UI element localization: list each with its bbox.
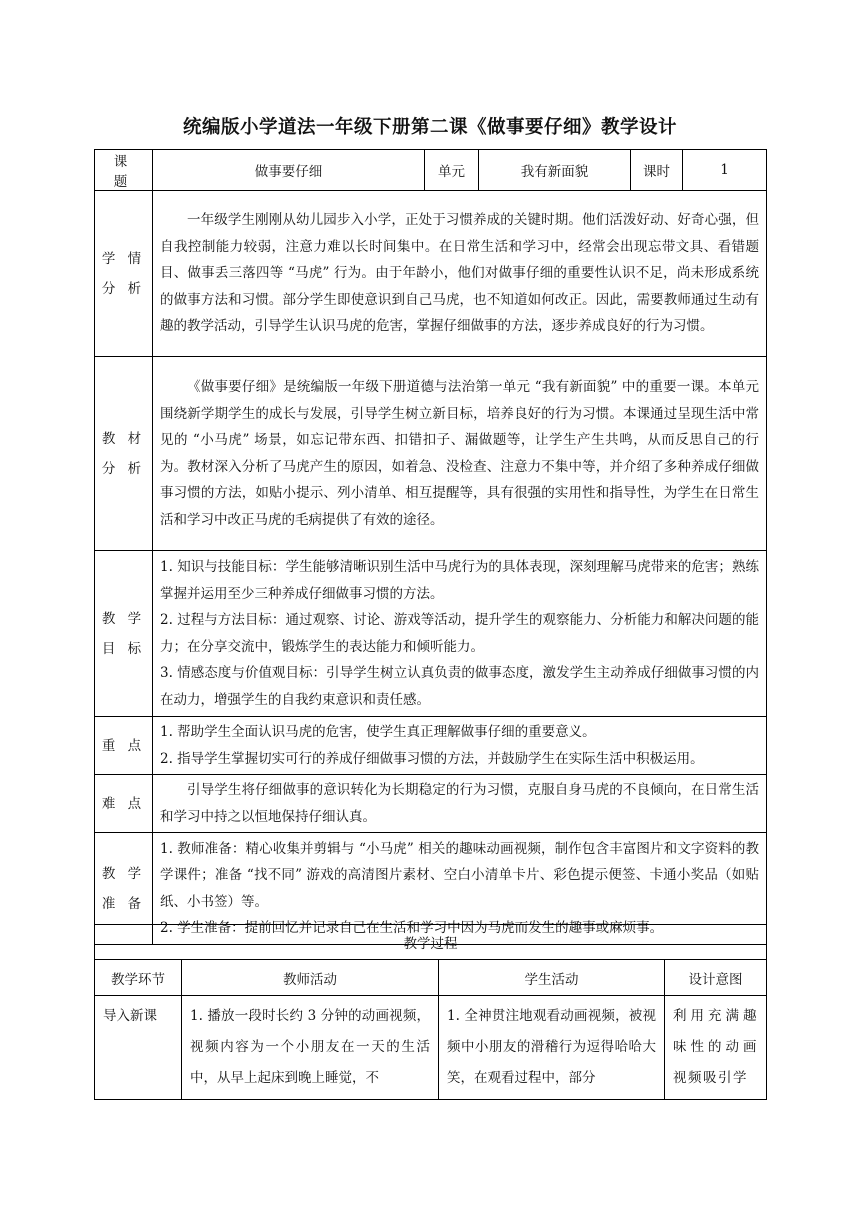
process-title-row <box>95 925 767 960</box>
header-stage: 教学环节 <box>95 960 182 996</box>
jiaocai-label: 教 材 分 析 <box>95 357 153 551</box>
document-title: 统编版小学道法一年级下册第二课《做事要仔细》教学设计 <box>182 117 677 138</box>
mubiao-label: 教 学 目 标 <box>95 551 153 717</box>
process-title: 教学过程 <box>95 925 767 960</box>
stage-cell: 导入新课 <box>95 996 182 1100</box>
zhunbei-item: 2. 学生准备：提前回忆并记录自己在生活和学习中因为马虎而发生的趣事或麻烦事。 <box>160 920 664 936</box>
student-activity-cell: 1. 全神贯注地观看动画视频，被视频中小朋友的滑稽行为逗得哈哈大笑，在观看过程中，部分 <box>439 996 665 1100</box>
xueqing-row <box>95 191 767 357</box>
unit-label: 单元 <box>425 150 479 191</box>
process-header-row <box>95 960 767 996</box>
process-row <box>95 996 767 1100</box>
zhongdian-row <box>95 717 767 775</box>
mubiao-item: 2. 过程与方法目标：通过观察、讨论、游戏等活动，提升学生的观察能力、分析能力和解决问题的能力；在分享交流中，锻炼学生的表达能力和倾听能力。 <box>160 612 759 655</box>
mubiao-item: 1. 知识与技能目标：学生能够清晰识别生活中马虎行为的具体表现，深刻理解马虎带来的危害；熟练掌握并运用至少三种养成仔细做事习惯的方法。 <box>160 559 759 602</box>
zhongdian-item: 2. 指导学生掌握切实可行的养成仔细做事习惯的方法，并鼓励学生在实际生活中积极运用。 <box>160 750 704 767</box>
process-table <box>94 924 767 1100</box>
zhongdian-label: 重 点 <box>95 717 153 775</box>
xueqing-label: 学 情 分 析 <box>95 191 153 357</box>
header-row <box>95 150 767 191</box>
mubiao-item: 3. 情感态度与价值观目标：引导学生树立认真负责的做事态度，激发学生主动养成仔细做事习惯的内在动力，增强学生的自我约束意识和责任感。 <box>160 665 759 708</box>
jiaocai-row <box>95 357 767 551</box>
teacher-activity-cell: 1. 播放一段时长约 3 分钟的动画视频，视频内容为一个小朋友在一天的生活中，从早上起床到晚上睡觉，不 <box>182 996 439 1100</box>
xueqing-text: 一年级学生刚刚从幼儿园步入小学，正处于习惯养成的关键时期。他们活泼好动、好奇心强，但自我控制能力较弱，注意力难以长时间集中。在日常生活和学习中，经常会出现忘带文具、看错题目、做事丢三落四等 “马虎” 行为。由于年龄小，他们对做事仔细的重要性认识不足，尚未形成系统的做事方法和习惯。部分学生即使意识到自己马虎，也不知道如何改正。因此，需要教师通过生动有趣的教学活动，引导学生认识马虎的危害，掌握仔细做事的方法，逐步养成良好的行为习惯。 <box>153 191 767 357</box>
zhunbei-item: 1. 教师准备：精心收集并剪辑与 “小马虎” 相关的趣味动画视频，制作包含丰富图片和文字资料的教学课件；准备 “找不同” 游戏的高清图片素材、空白小清单卡片、彩色提示便签、卡通小奖品（如贴纸、小书签）等。 <box>160 840 759 910</box>
mubiao-list <box>153 551 767 717</box>
subject-label: 课 题 <box>95 150 153 191</box>
nandian-label: 难 点 <box>95 775 153 833</box>
nandian-row <box>95 775 767 833</box>
nandian-text: 引导学生将仔细做事的意识转化为长期稳定的行为习惯，克服自身马虎的不良倾向，在日常生活和学习中持之以恒地保持仔细认真。 <box>153 775 767 833</box>
unit-value: 我有新面貌 <box>479 150 631 191</box>
hours-label: 课时 <box>631 150 683 191</box>
header-student: 学生活动 <box>439 960 665 996</box>
mubiao-row <box>95 551 767 717</box>
header-teacher: 教师活动 <box>182 960 439 996</box>
zhongdian-list <box>153 717 767 775</box>
hours-value: 1 <box>683 150 767 191</box>
design-intent-cell: 利用充满趣味性的动画视频吸引学 <box>665 996 767 1100</box>
zhongdian-item: 1. 帮助学生全面认识马虎的危害，使学生真正理解做事仔细的重要意义。 <box>160 724 596 740</box>
zhunbei-label: 教 学 准 备 <box>95 833 153 945</box>
header-intent: 设计意图 <box>665 960 767 996</box>
subject-value: 做事要仔细 <box>153 150 425 191</box>
jiaocai-text: 《做事要仔细》是统编版一年级下册道德与法治第一单元 “我有新面貌” 中的重要一课。本单元围绕新学期学生的成长与发展，引导学生树立新目标，培养良好的行为习惯。本课通过呈现生活中常见的 “小马虎” 场景，如忘记带东西、扣错扣子、漏做题等，让学生产生共鸣，从而反思自己的行为。教材深入分析了马虎产生的原因，如着急、没检查、注意力不集中等，并介绍了多种养成仔细做事习惯的方法，如贴小提示、列小清单、相互提醒等，具有很强的实用性和指导性，为学生在日常生活和学习中改正马虎的毛病提供了有效的途径。 <box>153 357 767 551</box>
lesson-info-table <box>94 149 767 945</box>
